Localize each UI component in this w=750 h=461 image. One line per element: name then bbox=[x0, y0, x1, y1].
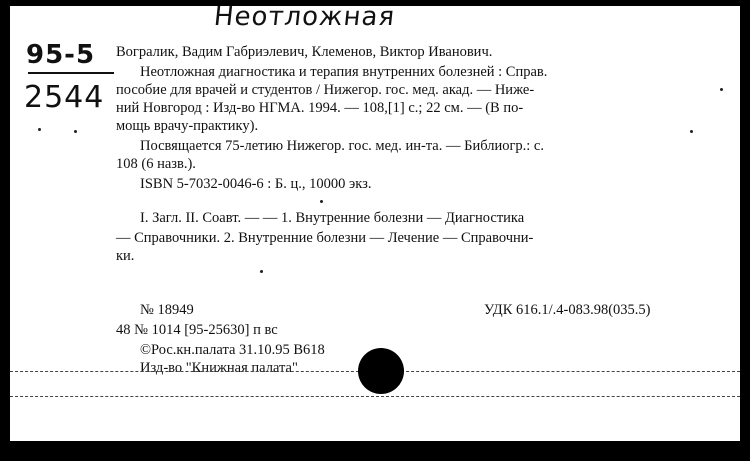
handwritten-shelf-code: 95-5 bbox=[26, 40, 96, 70]
scan-speck bbox=[38, 128, 41, 131]
subject-line-1: I. Загл. II. Соавт. — — 1. Внутренние болезни — Диагностика bbox=[140, 210, 525, 226]
handwritten-underline bbox=[28, 72, 114, 74]
handwritten-title: Неотложная bbox=[212, 2, 397, 32]
record-number: № 18949 bbox=[140, 302, 194, 318]
scan-speck bbox=[320, 200, 323, 203]
scan-speck bbox=[690, 130, 693, 133]
title-line-3: ний Новгород : Изд-во НГМА. 1994. — 108,[1] с.; 22 см. — (В по- bbox=[116, 100, 524, 116]
publisher-line: Изд-во "Книжная палата" bbox=[140, 360, 298, 376]
note-line-2: 108 (6 назв.). bbox=[116, 156, 196, 172]
scan-speck bbox=[260, 270, 263, 273]
udk-code: УДК 616.1/.4-083.98(035.5) bbox=[484, 302, 651, 318]
bottom-rule-2 bbox=[10, 396, 740, 397]
handwritten-number: 2544 bbox=[24, 80, 105, 115]
subject-line-3: ки. bbox=[116, 248, 135, 264]
punch-hole-mark bbox=[358, 348, 404, 394]
scan-speck bbox=[74, 130, 77, 133]
chamber-line: ©Рос.кн.палата 31.10.95 B618 bbox=[140, 342, 325, 358]
title-line-2: пособие для врачей и студентов / Нижегор. гос. мед. акад. — Ниже- bbox=[116, 82, 535, 98]
scan-speck bbox=[720, 88, 723, 91]
isbn-line: ISBN 5-7032-0046-6 : Б. ц., 10000 экз. bbox=[140, 176, 372, 192]
author-line: Вогралик, Вадим Габриэлевич, Клеменов, Виктор Иванович. bbox=[116, 44, 493, 60]
title-line-1: Неотложная диагностика и терапия внутренних болезней : Справ. bbox=[140, 64, 548, 80]
subject-line-2: — Справочники. 2. Внутренние болезни — Лечение — Справочни- bbox=[116, 230, 534, 246]
order-line: 48 № 1014 [95-25630] п вс bbox=[116, 322, 278, 338]
note-line-1: Посвящается 75-летию Нижегор. гос. мед. ин-та. — Библиогр.: с. bbox=[140, 138, 544, 154]
title-line-4: мощь врачу-практику). bbox=[116, 118, 259, 134]
